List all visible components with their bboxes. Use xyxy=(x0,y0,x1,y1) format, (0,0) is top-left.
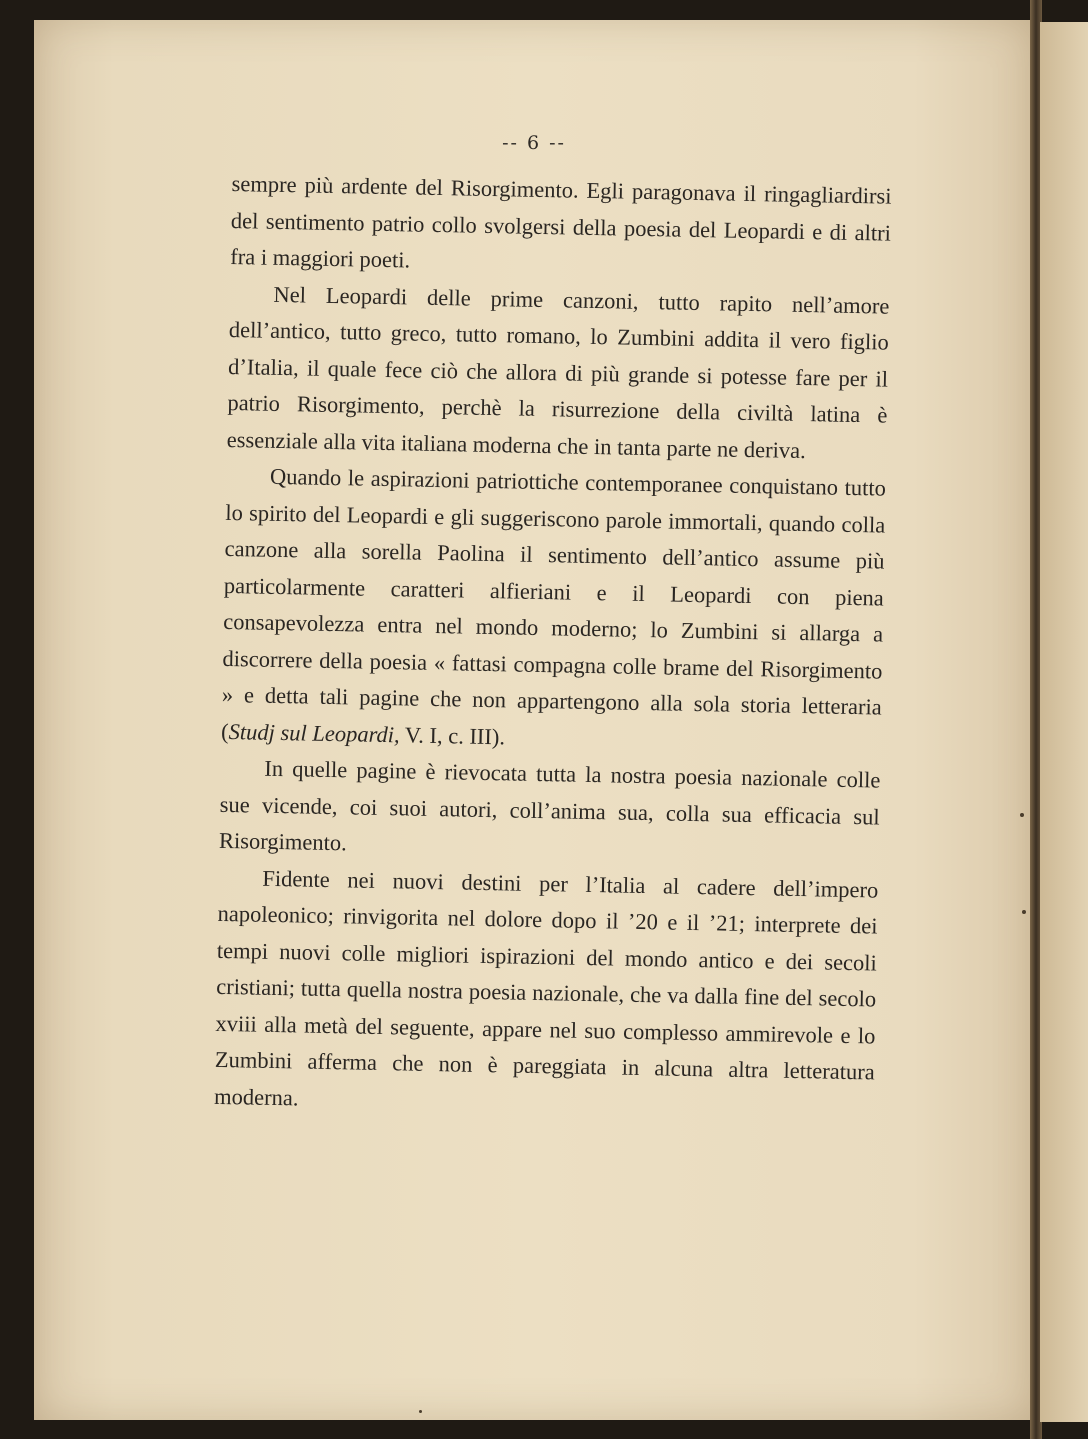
book-title-italic: Studj sul Leopardi, xyxy=(228,718,400,747)
paragraph-3-citation: V. I, c. III). xyxy=(399,721,506,749)
paragraph-3-text: Quando le aspirazioni patriottiche contemporanee conquistano tutto lo spirito del Leopardi e gli suggeriscono parole immortali, quando colla canzone alla sorella Paolina il sentimento dell’antico assume più particolarmente caratteri alfieriani e il Leopardi con piena consapevolezza entra nel mondo moderno; lo Zumbini si allarga a discorrere della poesia « fattasi compagna colle brame del Risorgimento » e detta tali pagine che non appartengono alla sola storia letteraria ( xyxy=(220,463,887,744)
paragraph-4: In quelle pagine è rievocata tutta la nostra poesia nazionale colle sue vicende, coi suoi autori, coll’anima sua, colla sua efficacia sul Risorgimento. xyxy=(218,755,881,856)
paragraph-5: Fidente nei nuovi destini per l’Italia al cadere dell’impero napoleonico; rinvigorita nel dolore dopo il ’20 e il ’21; interprete dei tempi nuovi colle migliori ispirazioni del mondo antico e dei secoli cristiani; tutta quella nostra poesia nazionale, che va dalla fine del secolo xviii alla metà del seguente, appare nel suo complesso ammirevole e lo Zumbini afferma che non è pareggiata in alcuna altra letteratura moderna. xyxy=(213,865,879,1110)
paragraph-3 xyxy=(221,458,886,763)
page-number: -- 6 -- xyxy=(502,132,566,154)
paragraph-2: Nel Leopardi delle prime canzoni, tutto rapito nell’amore dell’antico, tutto greco, tutto romano, lo Zumbini addita il vero figlio d’Italia, il quale fece ciò che allora di più grande si potesse fare per il patrio Risorgimento, perchè la risurrezione della civiltà latina è essenziale alla vita italiana moderna che in tanta parte ne deriva. xyxy=(226,281,890,463)
adjacent-page-edge xyxy=(1040,22,1088,1422)
paragraph-1: sempre più ardente del Risorgimento. Egli paragonava il ringagliardirsi del sentimento patrio collo svolgersi della poesia del Leopardi e di altri fra i maggiori poeti. xyxy=(230,170,892,273)
book-page xyxy=(34,20,1034,1420)
page-body-text xyxy=(214,166,892,1127)
paper-speck xyxy=(1020,813,1024,817)
paper-speck xyxy=(1022,910,1026,914)
paper-speck xyxy=(419,1410,422,1413)
